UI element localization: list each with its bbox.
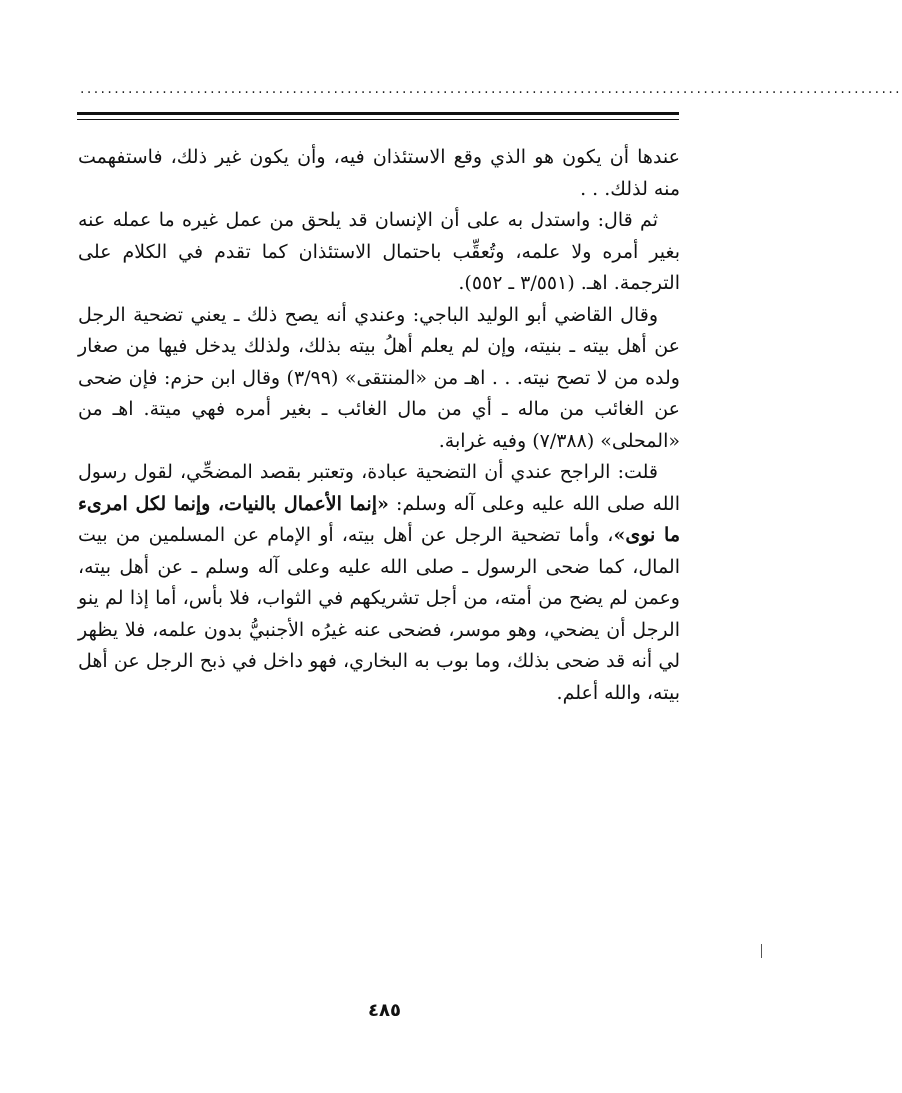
header-dotted-line: ........................................................................................................................: [80, 81, 902, 97]
paragraph-2: [78, 205, 680, 300]
paragraph-4-text-rest: ، وأما تضحية الرجل عن أهل بيته، أو الإمام عن المسلمين من بيت المال، كما ضحى الرسول ـ صلى الله عليه وعلى آله وسلم ـ عن أهل بيته، وعمن لم يضح من أمته، من أجل تشريكهم في الثواب، فلا بأس، أما إذا لم ينو الرجل أن يضحي، وهو موسر، فضحى عنه غيرُه الأجنبيُّ بدون علمه، فلا يظهر لي أنه قد ضحى بذلك، وما بوب به البخاري، فهو داخل في ذبح الرجل عن أهل بيته، والله أعلم.: [78, 524, 680, 704]
paragraph-4-text-intro: قلت: الراجح عندي أن التضحية عبادة، وتعتبر بقصد المضحِّي، لقول رسول الله صلى الله عليه وعلى آله وسلم:: [78, 461, 680, 515]
main-text: [78, 142, 680, 709]
paragraph-4: [78, 457, 680, 709]
header-rule-thin: [77, 119, 679, 120]
paragraph-2-text: ثم قال: واستدل به على أن الإنسان قد يلحق من عمل غيره ما عمله عنه بغير أمره ولا علمه، وتُعقِّب باحتمال الاستئذان كما تقدم في الكلام على الترجمة. اهـ. (٣/٥٥١ ـ ٥٥٢).: [78, 209, 680, 294]
paragraph-1: [78, 142, 680, 205]
hadith-quote: «إنما الأعمال بالنيات، وإنما لكل امرىء ما نوى»: [78, 492, 680, 546]
header-rule-thick: [77, 112, 679, 115]
paragraph-3: [78, 300, 680, 458]
paragraph-1-text: عندها أن يكون هو الذي وقع الاستئذان فيه، وأن يكون غير ذلك، فاستفهمت منه لذلك. . .: [78, 146, 680, 200]
page-number: ٤٨٥: [368, 1000, 401, 1021]
scan-edge-mark: [761, 944, 762, 958]
paragraph-3-text: وقال القاضي أبو الوليد الباجي: وعندي أنه يصح ذلك ـ يعني تضحية الرجل عن أهل بيته ـ بنيته، وإن لم يعلم أهلُ بيته بذلك، ولذلك يدخل فيها من صغار ولده من لا تصح نيته. . . اهـ من «المنتقى» (٣/٩٩) وقال ابن حزم: فإن ضحى عن الغائب من ماله ـ أي من مال الغائب ـ بغير أمره فهي ميتة. اهـ من «المحلى» (٧/٣٨٨) وفيه غرابة.: [78, 303, 680, 452]
